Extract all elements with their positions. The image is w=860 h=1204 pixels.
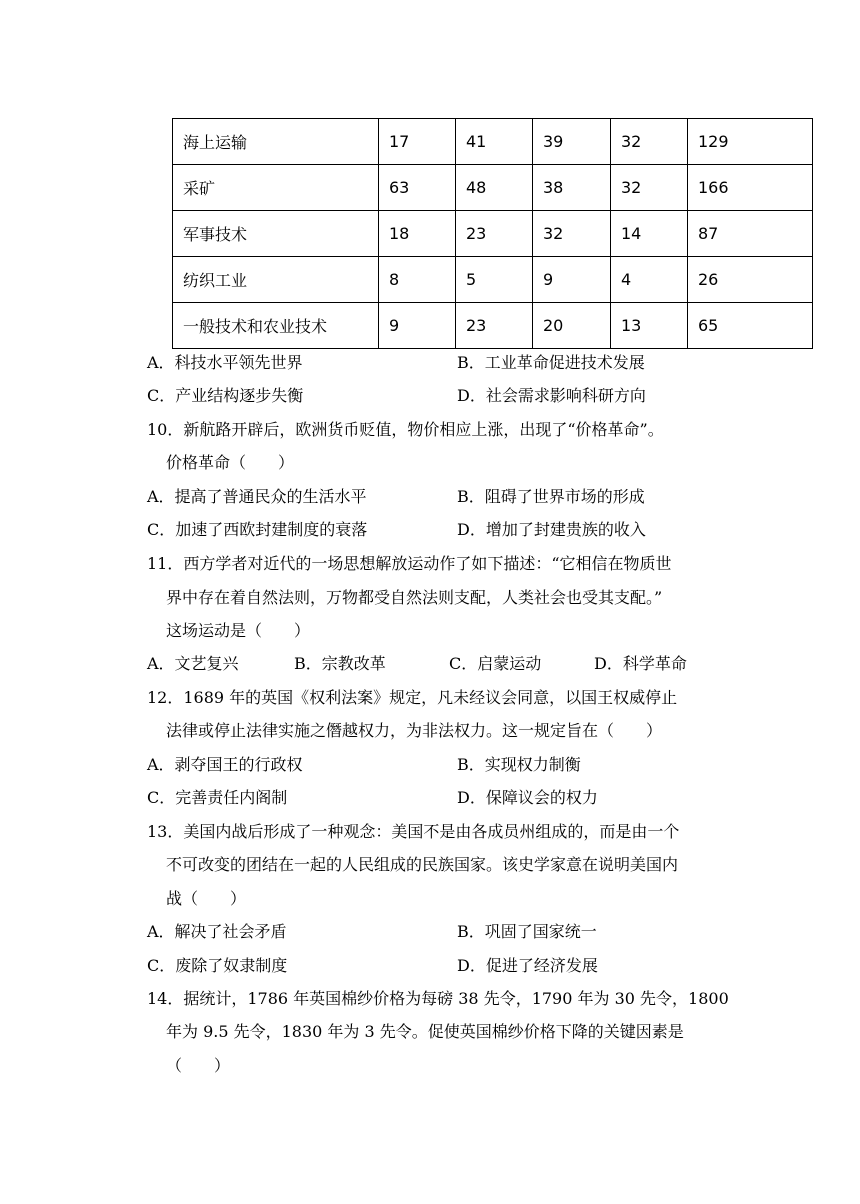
q12-stem-line1: 12．1689 年的英国《权利法案》规定，凡未经议会同意，以国王权威停止 xyxy=(147,688,678,707)
table-row xyxy=(173,165,813,211)
q14-stem-line1: 14．据统计，1786 年英国棉纱价格为每磅 38 先令，1790 年为 30 先令，1800 xyxy=(147,989,729,1008)
q10-option-b: B．阻碍了世界市场的形成 xyxy=(457,487,645,506)
q14-stem-line3: （ ） xyxy=(166,1056,231,1075)
q11-stem-line2: 界中存在着自然法则，万物都受自然法则支配，人类社会也受其支配。” xyxy=(166,588,663,607)
table-cell: 26 xyxy=(688,257,813,303)
q9-option-c: C．产业结构逐步失衡 xyxy=(147,386,304,405)
q13-option-d: D．促进了经济发展 xyxy=(457,956,598,975)
table-cell: 20 xyxy=(533,303,611,349)
q11-option-c: C．启蒙运动 xyxy=(449,654,542,673)
q13-stem-line2: 不可改变的团结在一起的人民组成的民族国家。该史学家意在说明美国内 xyxy=(166,855,679,874)
q11-option-a: A．文艺复兴 xyxy=(147,654,239,673)
table-cell: 23 xyxy=(456,303,533,349)
q10-option-d: D．增加了封建贵族的收入 xyxy=(457,520,646,539)
table-cell: 14 xyxy=(611,211,688,257)
table-cell: 48 xyxy=(456,165,533,211)
table-cell: 63 xyxy=(379,165,456,211)
table-row xyxy=(173,211,813,257)
q10-stem-line1: 10．新航路开辟后，欧洲货币贬值，物价相应上涨，出现了“价格革命”。 xyxy=(147,420,664,439)
q13-stem-line3: 战（ ） xyxy=(166,889,247,908)
q13-option-b: B．巩固了国家统一 xyxy=(457,922,597,941)
table-cell: 9 xyxy=(533,257,611,303)
table-cell: 41 xyxy=(456,119,533,165)
table-cell: 9 xyxy=(379,303,456,349)
table-cell: 17 xyxy=(379,119,456,165)
q13-option-a: A．解决了社会矛盾 xyxy=(147,922,287,941)
data-table xyxy=(172,118,813,349)
table-cell: 32 xyxy=(611,165,688,211)
q12-option-b: B．实现权力制衡 xyxy=(457,755,581,774)
table-cell: 4 xyxy=(611,257,688,303)
q9-option-d: D．社会需求影响科研方向 xyxy=(457,386,646,405)
q10-option-a: A．提高了普通民众的生活水平 xyxy=(147,487,367,506)
table-row xyxy=(173,119,813,165)
table-cell: 65 xyxy=(688,303,813,349)
q11-option-b: B．宗教改革 xyxy=(294,654,386,673)
q12-option-d: D．保障议会的权力 xyxy=(457,788,598,807)
table-cell: 166 xyxy=(688,165,813,211)
q10-stem-line2: 价格革命（ ） xyxy=(166,453,295,472)
q11-stem-line3: 这场运动是（ ） xyxy=(166,621,311,640)
table-cell: 纺织工业 xyxy=(173,257,379,303)
table-cell: 5 xyxy=(456,257,533,303)
table-cell: 39 xyxy=(533,119,611,165)
table-cell: 23 xyxy=(456,211,533,257)
table-cell: 8 xyxy=(379,257,456,303)
q11-stem-line1: 11．西方学者对近代的一场思想解放运动作了如下描述：“它相信在物质世 xyxy=(147,554,672,573)
q10-option-c: C．加速了西欧封建制度的衰落 xyxy=(147,520,368,539)
table-cell: 32 xyxy=(533,211,611,257)
table-cell: 军事技术 xyxy=(173,211,379,257)
table-cell: 采矿 xyxy=(173,165,379,211)
q13-stem-line1: 13．美国内战后形成了一种观念：美国不是由各成员州组成的，而是由一个 xyxy=(147,822,680,841)
table-row xyxy=(173,257,813,303)
table-cell: 18 xyxy=(379,211,456,257)
table-cell: 一般技术和农业技术 xyxy=(173,303,379,349)
table-cell: 海上运输 xyxy=(173,119,379,165)
table-cell: 32 xyxy=(611,119,688,165)
q12-option-a: A．剥夺国王的行政权 xyxy=(147,755,303,774)
q9-option-a: A．科技水平领先世界 xyxy=(147,353,303,372)
table-cell: 38 xyxy=(533,165,611,211)
table-row xyxy=(173,303,813,349)
table-cell: 129 xyxy=(688,119,813,165)
q9-option-b: B．工业革命促进技术发展 xyxy=(457,353,645,372)
q14-stem-line2: 年为 9.5 先令，1830 年为 3 先令。促使英国棉纱价格下降的关键因素是 xyxy=(166,1022,684,1041)
table-cell: 13 xyxy=(611,303,688,349)
table-cell: 87 xyxy=(688,211,813,257)
q13-option-c: C．废除了奴隶制度 xyxy=(147,956,288,975)
q12-option-c: C．完善责任内阁制 xyxy=(147,788,288,807)
q11-option-d: D．科学革命 xyxy=(594,654,687,673)
q12-stem-line2: 法律或停止法律实施之僭越权力，为非法权力。这一规定旨在（ ） xyxy=(166,721,663,740)
